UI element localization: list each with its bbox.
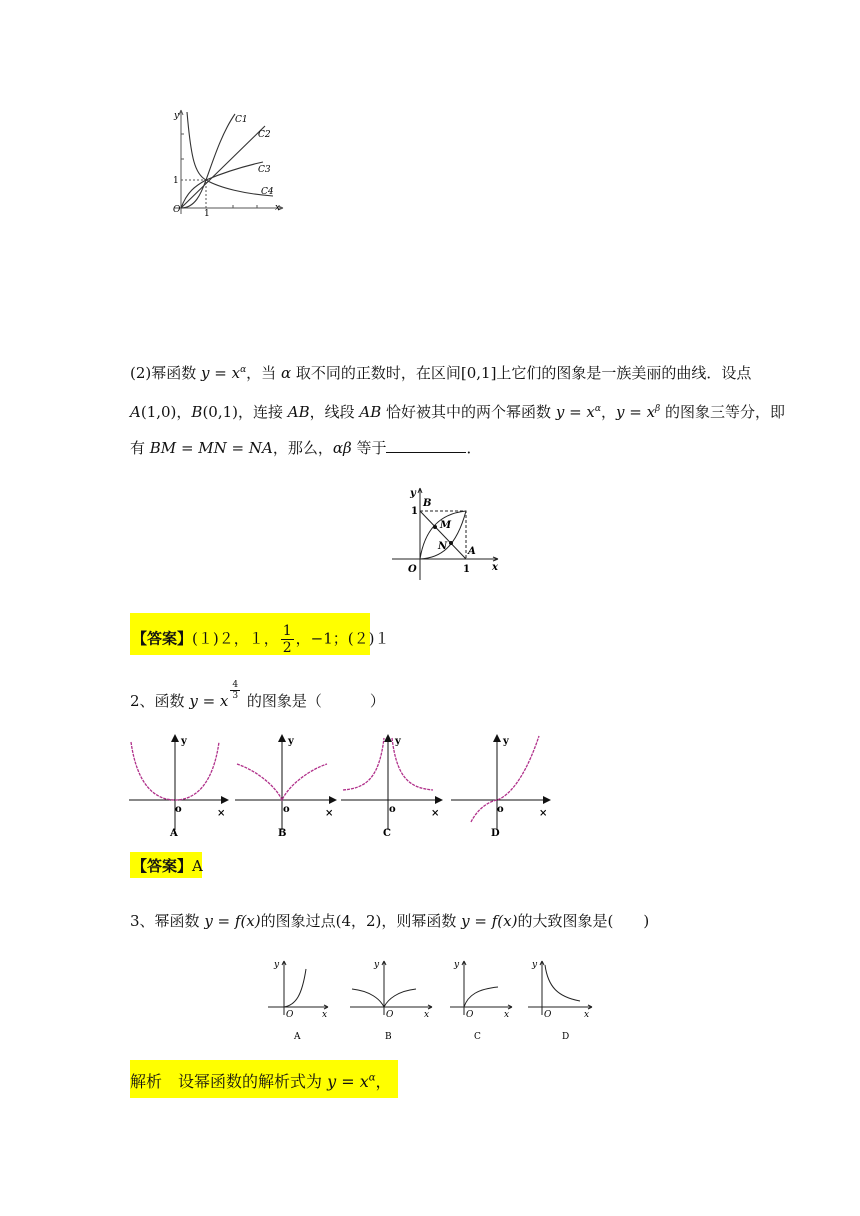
- fig2-m: M: [440, 520, 452, 531]
- choice-d-y: y: [503, 736, 509, 747]
- fig1-c3: C3: [258, 165, 271, 175]
- q3-d-y: y: [532, 960, 538, 970]
- segment-ab: AB: [359, 403, 382, 421]
- analysis-box: 解析 设幂函数的解析式为 $y = x^\alpha$，: [130, 1060, 398, 1098]
- fig1-origin: O: [173, 205, 181, 215]
- exponent-numerator: 4: [232, 680, 239, 690]
- fig1-c4: C4: [261, 187, 274, 197]
- choice-b-label: B: [278, 828, 287, 839]
- analysis-tail: ，: [375, 1072, 392, 1091]
- choice-c-y: y: [395, 736, 401, 747]
- fig1-y-label: y: [174, 111, 180, 121]
- choice-b-y: y: [288, 736, 294, 747]
- answer-1-part3: ；(２)１: [332, 629, 390, 648]
- fig2-n: N: [438, 541, 448, 552]
- q3-b-x: x: [424, 1010, 430, 1020]
- choice-b-x: ×: [325, 808, 334, 819]
- q3-c-o: O: [466, 1010, 474, 1020]
- fig1-c1: C1: [235, 115, 248, 125]
- choice-b-graph: [235, 738, 333, 830]
- q3-choice-c-label: C: [474, 1032, 481, 1042]
- q2-text: 取不同的正数时，在区间[0,1]上它们的图象是一族美丽的曲线．设点: [291, 364, 752, 382]
- q3-choice-b-label: B: [385, 1032, 392, 1042]
- choice-d-graph: [451, 736, 547, 830]
- point-b: B: [191, 403, 203, 421]
- trisection-figure: [390, 484, 505, 584]
- choice-a-y: y: [181, 736, 187, 747]
- q3-a-o: O: [286, 1010, 294, 1020]
- question-3-prefix: 3、幂函数: [130, 912, 205, 930]
- question-2-prefix: 2、函数: [130, 692, 190, 710]
- q2-text: ，: [600, 403, 616, 421]
- question-3: [130, 910, 649, 932]
- fig1-one-x: 1: [204, 209, 210, 216]
- q3-c-x: x: [504, 1010, 510, 1020]
- answer-2-label: 【答案】: [132, 857, 193, 875]
- answer-1-label: 【答案】: [132, 629, 193, 648]
- fraction-numerator: 1: [282, 623, 292, 639]
- answer-1-neg: −1: [310, 629, 333, 648]
- choice-c-x: ×: [431, 808, 440, 819]
- question-3-close: ): [643, 912, 650, 930]
- q3-a-x: x: [322, 1010, 328, 1020]
- q2-text: ，线段: [309, 403, 360, 421]
- q3-choice-d-label: D: [562, 1032, 570, 1042]
- q3-b-o: O: [386, 1010, 394, 1020]
- seg-na: NA: [248, 439, 273, 457]
- question-3-suffix: 的大致图象是(: [517, 912, 614, 930]
- seg-mn: MN: [198, 439, 227, 457]
- fig2-x-label: x: [492, 562, 498, 573]
- choice-d-x: ×: [539, 808, 548, 819]
- answer-1-part1: (１)２，１，: [192, 629, 279, 648]
- power-curves-figure: [165, 104, 290, 216]
- fig2-one-x: 1: [463, 564, 470, 575]
- q2-text: 恰好被其中的两个幂函数: [381, 403, 556, 421]
- segment-ab: AB: [287, 403, 310, 421]
- question-3-func2: y = f(x): [461, 912, 518, 930]
- exponent-fraction: [230, 680, 240, 701]
- fig1-one-y: 1: [173, 176, 179, 186]
- q2-text: ．: [466, 439, 482, 457]
- q2-text: 有: [130, 439, 150, 457]
- q2-text: ，当: [246, 364, 281, 382]
- choice-c-o: o: [389, 804, 396, 815]
- q2-text: ，那么，: [272, 439, 333, 457]
- analysis-label: 解析: [130, 1072, 163, 1091]
- choice-d-o: o: [497, 804, 504, 815]
- fig2-origin: O: [408, 564, 417, 575]
- choice-a-o: o: [175, 804, 182, 815]
- q2-line2: A(1,0)，B(0,1)，连接 AB，线段 AB 恰好被其中的两个幂函数 $y = x^\alpha$，$y = x^\beta$ 的图象三等分，即: [130, 403, 786, 421]
- q3-d-o: O: [544, 1010, 552, 1020]
- alpha-beta: αβ: [332, 439, 352, 457]
- answer-1-fraction: [281, 623, 294, 656]
- q3-d-x: x: [584, 1010, 590, 1020]
- choice-a-x: ×: [217, 808, 226, 819]
- fig2-a: A: [468, 546, 476, 557]
- q2-text: 的图象三等分，即: [660, 403, 786, 421]
- fig1-x-label: x: [275, 203, 281, 213]
- answer-1-part2: ，: [295, 629, 311, 648]
- answer-2-box: [130, 852, 202, 878]
- q2-text: (0,1)，连接: [202, 403, 288, 421]
- q3-c-y: y: [454, 960, 460, 970]
- answer-2-value: A: [192, 857, 203, 875]
- exponent-denominator: 3: [232, 691, 239, 701]
- fig1-c2: C2: [258, 130, 271, 140]
- answer-1-box: [130, 613, 390, 656]
- q2-line1: (2)幂函数 $y = x^\alpha$，当 α 取不同的正数时，在区间[0,1]上它们的图象是一族美丽的曲线．设点: [130, 364, 752, 382]
- point-a: A: [130, 403, 141, 421]
- fig2-one-y: 1: [411, 506, 418, 517]
- question-3-mid: 的图象过点(4，2)，则幂函数: [260, 912, 462, 930]
- q2-text: =: [176, 439, 199, 457]
- q2-text: (2)幂函数: [130, 364, 202, 382]
- q2-text: (1,0)，: [140, 403, 192, 421]
- choices-graphs-q3: [262, 955, 597, 1045]
- choice-a-graph: [129, 738, 225, 830]
- analysis-text: 设幂函数的解析式为: [178, 1072, 328, 1091]
- fig2-y-label: y: [410, 488, 416, 499]
- question-2-close: ）: [369, 692, 385, 710]
- choice-c-label: C: [383, 828, 391, 839]
- choices-graphs-q2: [125, 730, 555, 840]
- q3-choice-a-label: A: [294, 1032, 301, 1042]
- question-2: 2、函数 y = x $\frac{4}{3}$ 的图象是（ ）: [130, 680, 385, 710]
- choice-c-graph: [341, 738, 439, 830]
- choice-b-o: o: [283, 804, 290, 815]
- q3-a-y: y: [274, 960, 280, 970]
- answer-blank: [386, 438, 466, 453]
- question-2-suffix: 的图象是（: [242, 692, 322, 710]
- q2-text: 等于: [351, 439, 387, 457]
- formula-y-x-alpha: y: [201, 364, 210, 382]
- choice-d-label: D: [491, 828, 500, 839]
- fig2-b: B: [423, 498, 432, 509]
- fraction-denominator: 2: [282, 640, 292, 656]
- q2-line3: [130, 437, 481, 459]
- q2-text: =: [226, 439, 249, 457]
- seg-bm: BM: [149, 439, 177, 457]
- question-3-func1: y = f(x): [204, 912, 261, 930]
- choice-a-label: A: [170, 828, 178, 839]
- q3-b-y: y: [374, 960, 380, 970]
